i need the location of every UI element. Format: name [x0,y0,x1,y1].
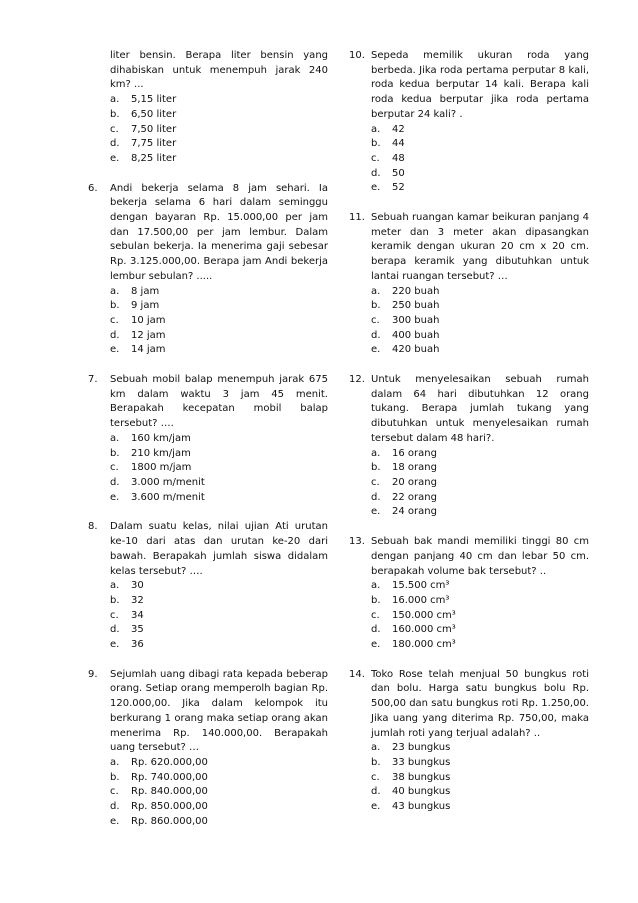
option-letter: b. [371,138,381,150]
option-text: 16 orang [392,447,437,459]
answer-option [371,491,589,506]
answer-option [110,785,328,800]
question-item [349,49,589,196]
option-text: 23 bungkus [392,742,451,754]
answer-option [371,447,589,462]
option-text: 35 [131,624,144,636]
option-letter: d. [110,329,120,341]
question-text: liter bensin. Berapa liter bensin yang dihabiskan untuk menempuh jarak 240 km? ... [110,50,328,91]
answer-option [110,476,328,491]
option-text: Rp. 860.000,00 [131,815,208,827]
question-body [110,668,328,830]
answer-option [110,432,328,447]
option-text: Rp. 850.000,00 [131,801,208,813]
option-letter: c. [371,314,380,326]
answer-option [371,343,589,358]
option-letter: c. [110,314,119,326]
answer-option [110,152,328,167]
option-letter: c. [371,609,380,621]
answer-option [371,181,589,196]
answer-option [371,505,589,520]
option-text: 10 jam [131,314,166,326]
answer-option [110,638,328,653]
answer-option [371,314,589,329]
answer-option [110,815,328,830]
option-letter: a. [371,580,381,592]
option-text: 24 orang [392,506,437,518]
option-letter: d. [110,476,120,488]
answer-option [371,785,589,800]
question-text: Andi bekerja selama 8 jam sehari. Ia bekerja selama 6 hari dalam seminggu dengan bayaran Rp. 15.000,00 per jam dan 17.500,00 per jam lembur. Dalam sebulan bekerja. Ia menerima gaji sebesar Rp. 3.125.000,00. Berapa jam Andi bekerja lembur sebulan? ..... [110,182,328,282]
option-text: 36 [131,639,144,651]
question-body [110,182,328,358]
option-letter: a. [371,123,381,135]
option-letter: d. [371,167,381,179]
question-body [110,49,328,167]
option-text: 33 bungkus [392,756,451,768]
answer-option [110,461,328,476]
option-text: 3.000 m/menit [131,476,205,488]
answer-option [371,579,589,594]
option-text: 7,50 liter [131,123,177,135]
option-text: 8 jam [131,285,160,297]
option-text: 38 bungkus [392,771,451,783]
option-text: 300 buah [392,314,440,326]
question-text: Untuk menyelesaikan sebuah rumah dalam 64 hari dibutuhkan 12 orang tukang. Berapa jumlah tukang yang dibutuhkan untuk menyelesaikan rumah tersebut dalam 48 hari?. [371,374,589,444]
answer-options [110,579,328,653]
question-item [349,211,589,358]
option-letter: e. [371,801,381,813]
answer-option [110,447,328,462]
option-letter: e. [371,344,381,356]
option-text: 5,15 liter [131,94,177,106]
question-text: Sepeda memilik ukuran roda yang berbeda. Jika roda pertama perputar 8 kali, roda kedua berputar 14 kali. Berapa kali roda kedua berputar jika roda pertama berputar 24 kali? . [371,50,589,120]
option-letter: e. [110,639,120,651]
option-text: 14 jam [131,344,166,356]
option-letter: b. [110,771,120,783]
question-body [110,373,328,505]
option-letter: c. [371,771,380,783]
option-letter: a. [110,432,120,444]
answer-option [110,343,328,358]
answer-options [371,447,589,521]
option-letter: b. [371,300,381,312]
answer-option [371,756,589,771]
option-text: 12 jam [131,329,166,341]
question-text: Sebuah mobil balap menempuh jarak 675 km dalam waktu 3 jam 45 menit. Berapakah kecepatan mobil balap tersebut? …. [110,374,328,430]
option-letter: c. [110,123,119,135]
option-letter: d. [371,786,381,798]
option-text: 34 [131,609,144,621]
question-number: 14. [349,668,365,680]
left-column [88,49,328,829]
option-letter: c. [371,152,380,164]
option-text: 44 [392,138,405,150]
option-letter: e. [371,182,381,194]
option-text: 160 km/jam [131,432,191,444]
question-number: 8. [88,521,98,533]
option-text: 40 bungkus [392,786,451,798]
question-number [88,49,110,167]
option-text: 30 [131,580,144,592]
option-text: 22 orang [392,491,437,503]
option-letter: a. [371,447,381,459]
option-text: 32 [131,594,144,606]
option-text: 52 [392,182,405,194]
option-text: 420 buah [392,344,440,356]
option-letter: c. [110,609,119,621]
option-letter: b. [110,108,120,120]
option-letter: b. [110,594,120,606]
question-text: Sejumlah uang dibagi rata kepada beberap orang. Setiap orang memperolh bagian Rp. 120.000,00. Jika dalam kelompok itu berkurang 1 orang maka setiap orang akan menerima Rp. 140.000,00. Berapakah uang tersebut? … [110,668,328,754]
option-letter: d. [110,801,120,813]
option-text: 15.500 cm³ [392,580,450,592]
answer-option [371,741,589,756]
option-text: 6,50 liter [131,108,177,120]
question-item [88,668,328,830]
option-text: Rp. 740.000,00 [131,771,208,783]
option-text: 43 bungkus [392,801,451,813]
option-letter: c. [371,476,380,488]
answer-option [110,491,328,506]
answer-option [371,137,589,152]
option-letter: d. [110,624,120,636]
question-number: 6. [88,182,98,194]
question-body [371,211,589,358]
answer-option [110,609,328,624]
option-letter: d. [371,624,381,636]
question-number: 12. [349,374,365,386]
option-text: 210 km/jam [131,447,191,459]
option-text: 48 [392,152,405,164]
question-item [88,373,328,505]
question-number: 7. [88,374,98,386]
option-letter: a. [110,94,120,106]
answer-option [371,167,589,182]
answer-option [110,756,328,771]
option-letter: a. [110,285,120,297]
answer-option [371,476,589,491]
answer-option [110,594,328,609]
question-number: 13. [349,536,365,548]
option-letter: d. [371,491,381,503]
answer-option [110,329,328,344]
answer-options [110,432,328,506]
option-letter: b. [371,756,381,768]
option-text: 220 buah [392,285,440,297]
option-letter: a. [110,580,120,592]
option-text: 16.000 cm³ [392,594,450,606]
answer-option [371,285,589,300]
answer-option [371,152,589,167]
answer-option [110,579,328,594]
answer-options [371,741,589,815]
option-text: 150.000 cm³ [392,609,456,621]
answer-option [371,329,589,344]
question-text: Toko Rose telah menjual 50 bungkus roti dan bolu. Harga satu bungkus bolu Rp. 500,00 dan satu bungkus roti Rp. 1.250,00. Jika uang yang diterima Rp. 750,00, maka jumlah roti yang terjual adalah? .. [371,668,589,739]
answer-options [371,285,589,359]
answer-option [371,609,589,624]
option-text: 250 buah [392,300,440,312]
question-item [349,373,589,520]
right-column [349,49,589,815]
option-text: 8,25 liter [131,152,177,164]
answer-options [110,285,328,359]
option-letter: b. [110,447,120,459]
answer-option [110,285,328,300]
answer-options [110,93,328,167]
answer-option [371,594,589,609]
option-letter: c. [110,786,119,798]
option-letter: a. [371,285,381,297]
question-body [371,373,589,520]
option-text: 42 [392,123,405,135]
answer-option [110,137,328,152]
answer-option [110,314,328,329]
question-item [88,182,328,358]
option-letter: e. [110,344,120,356]
option-letter: e. [110,491,120,503]
option-letter: e. [371,639,381,651]
option-text: Rp. 620.000,00 [131,756,208,768]
option-text: 7,75 liter [131,138,177,150]
answer-option [371,123,589,138]
question-number: 11. [349,212,365,224]
answer-option [110,800,328,815]
option-text: 9 jam [131,300,160,312]
option-letter: c. [110,462,119,474]
answer-option [371,638,589,653]
question-text: Dalam suatu kelas, nilai ujian Ati urutan ke-10 dari atas dan urutan ke-20 dari bawah. Berapakah jumlah siswa didalam kelas tersebut? …. [110,521,328,577]
option-letter: e. [371,506,381,518]
question-body [371,49,589,196]
answer-options [371,579,589,653]
question-body [371,668,589,815]
option-letter: d. [110,138,120,150]
answer-option [371,623,589,638]
option-letter: b. [371,594,381,606]
option-letter: b. [371,462,381,474]
question-item [349,668,589,815]
option-text: 1800 m/jam [131,462,192,474]
answer-option [110,623,328,638]
question-body [371,535,589,653]
question-number: 9. [88,668,98,680]
question-item [88,520,328,652]
option-letter: a. [371,742,381,754]
answer-option [110,123,328,138]
option-text: 400 buah [392,329,440,341]
option-letter: a. [110,756,120,768]
question-item [88,49,328,167]
answer-option [371,299,589,314]
answer-option [371,461,589,476]
option-text: 18 orang [392,462,437,474]
option-text: 3.600 m/menit [131,491,205,503]
question-item [349,535,589,653]
answer-option [371,771,589,786]
answer-option [371,800,589,815]
answer-option [110,93,328,108]
question-number: 10. [349,50,365,61]
option-letter: d. [371,329,381,341]
option-text: 50 [392,167,405,179]
option-letter: e. [110,815,120,827]
answer-option [110,771,328,786]
option-text: Rp. 840.000,00 [131,786,208,798]
option-text: 160.000 cm³ [392,624,456,636]
question-body [110,520,328,652]
option-letter: b. [110,300,120,312]
answer-options [110,756,328,830]
option-text: 180.000 cm³ [392,639,456,651]
answer-option [110,299,328,314]
question-text: Sebuah ruangan kamar beikuran panjang 4 meter dan 3 meter akan dipasangkan keramik dengan ukuran 20 cm x 20 cm. berapa keramik yang dibutuhkan untuk lantai ruangan tersebut? … [371,212,589,282]
question-text: Sebuah bak mandi memiliki tinggi 80 cm dengan panjang 40 cm dan lebar 50 cm. berapakah volume bak tersebut? .. [371,536,589,577]
option-letter: e. [110,152,120,164]
option-text: 20 orang [392,476,437,488]
answer-options [371,123,589,197]
answer-option [110,108,328,123]
